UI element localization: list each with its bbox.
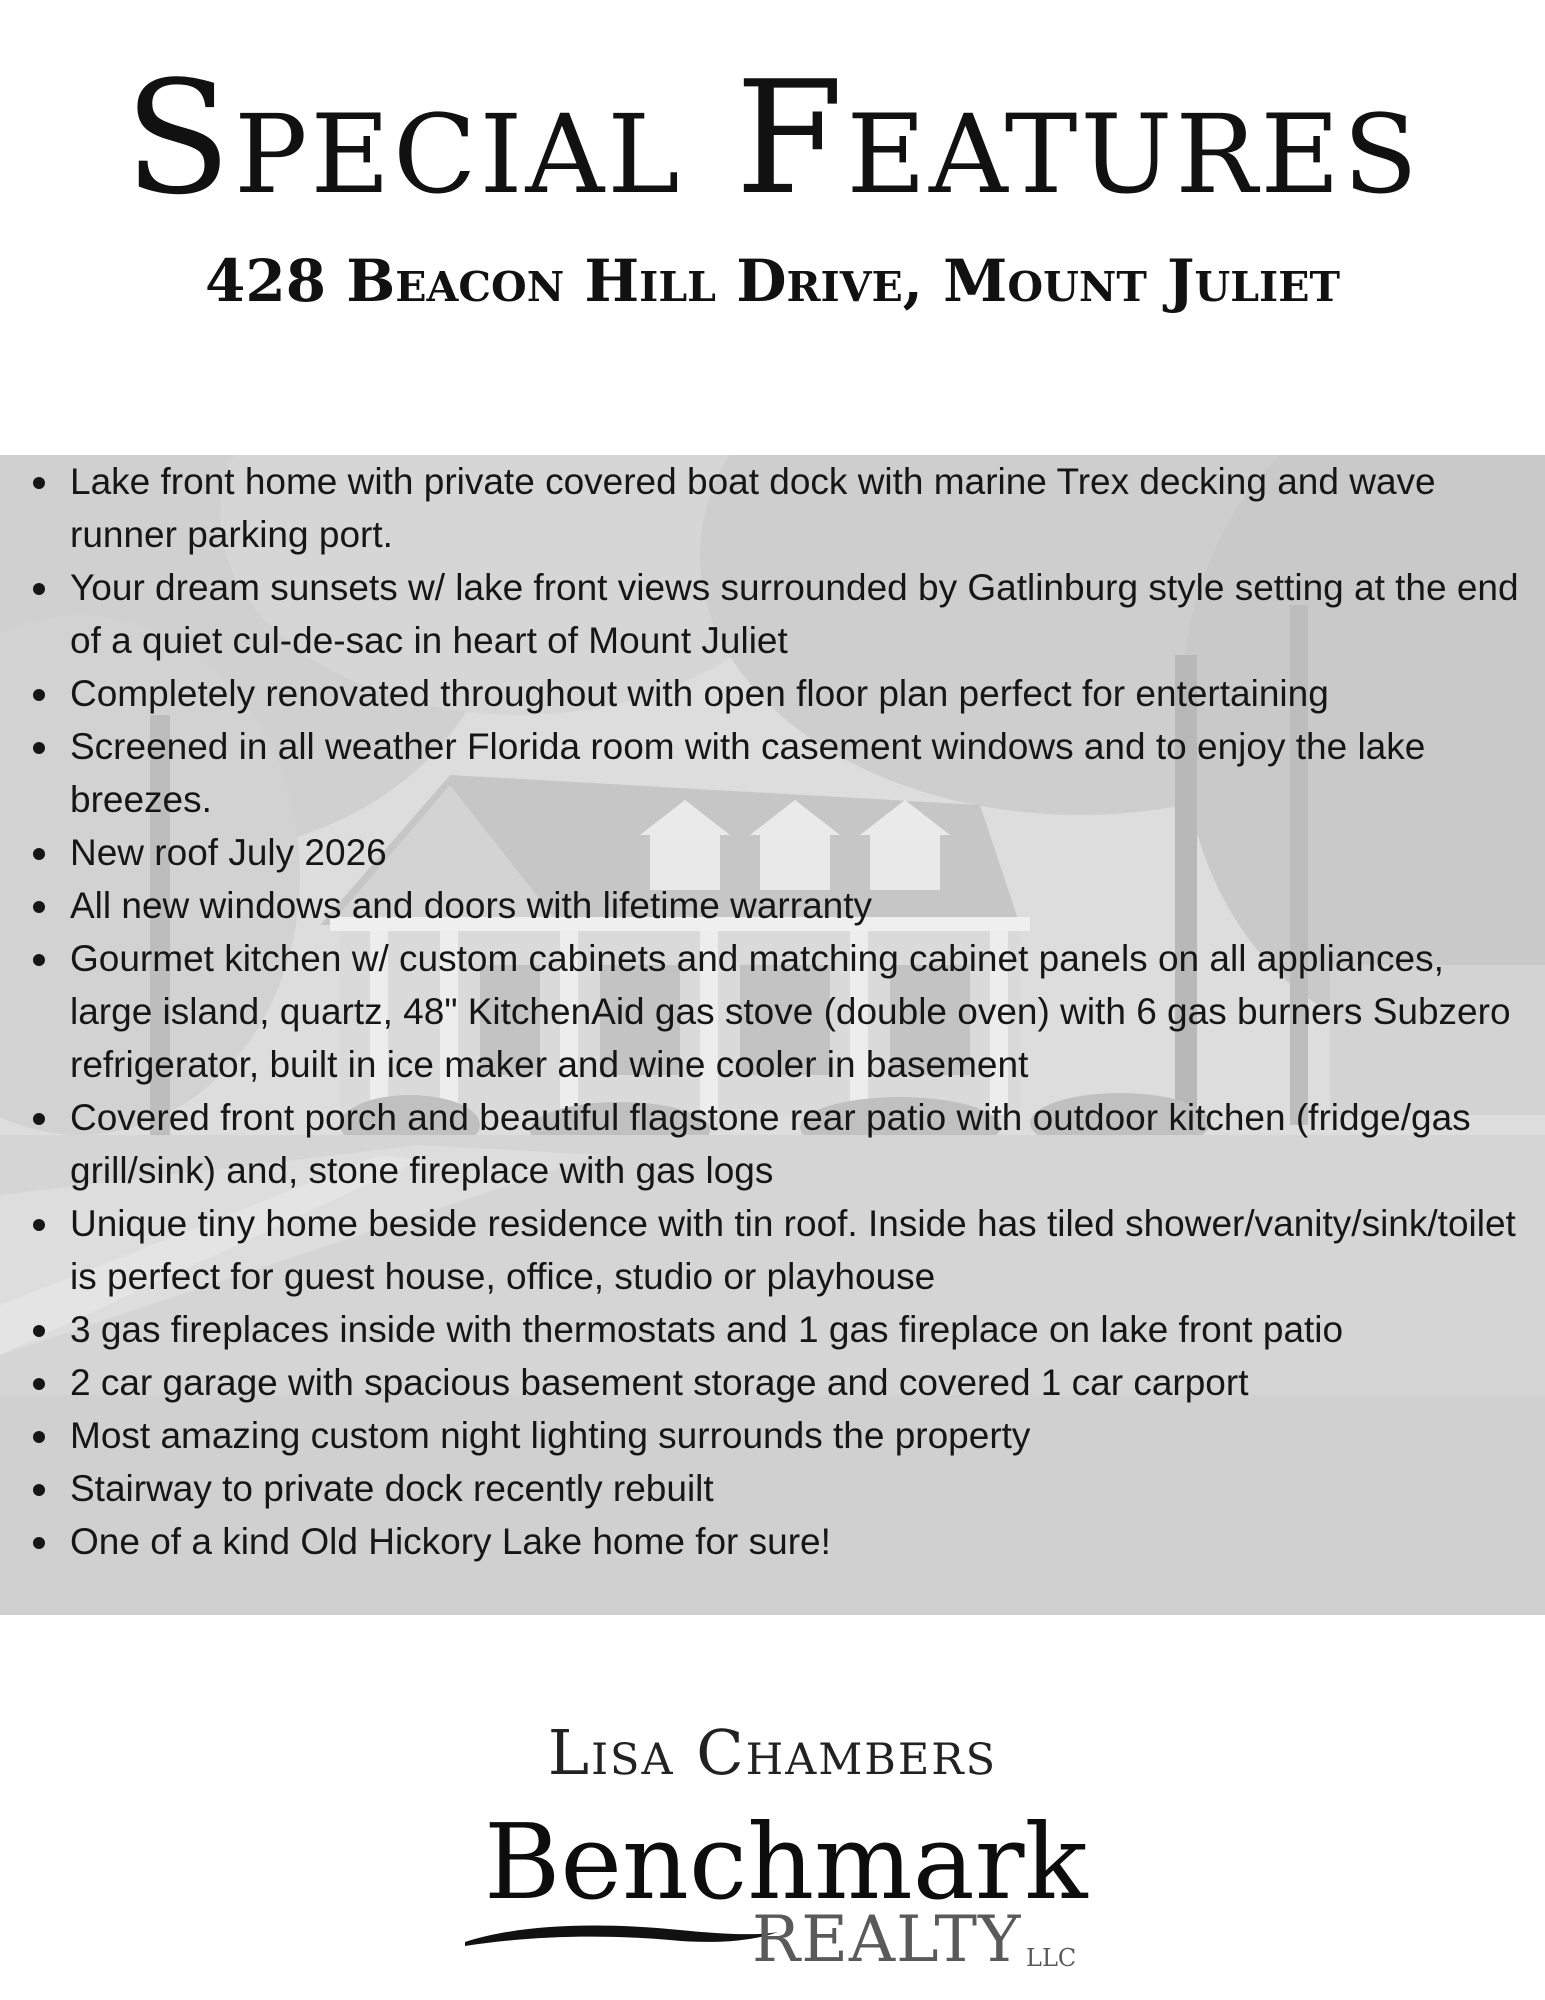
- feature-text: Screened in all weather Florida room with casement windows and to enjoy the lake breezes.: [70, 726, 1426, 820]
- bullet-icon: [33, 848, 45, 860]
- feature-text: Completely renovated throughout with open floor plan perfect for entertaining: [70, 673, 1329, 714]
- feature-text: Gourmet kitchen w/ custom cabinets and matching cabinet panels on all appliances, large island, quartz, 48" KitchenAid gas stove (double oven) with 6 gas burners Subzero refrigerator, built in ice maker and wine cooler in basement: [70, 938, 1511, 1085]
- feature-text: Stairway to private dock recently rebuilt: [70, 1468, 714, 1509]
- feature-text: Covered front porch and beautiful flagstone rear patio with outdoor kitchen (fridge/gas grill/sink) and, stone fireplace with gas logs: [70, 1097, 1471, 1191]
- feature-text: 2 car garage with spacious basement storage and covered 1 car carport: [70, 1362, 1249, 1403]
- list-item: [0, 1462, 1545, 1515]
- feature-text: 3 gas fireplaces inside with thermostats and 1 gas fireplace on lake front patio: [70, 1309, 1344, 1350]
- bullet-icon: [33, 742, 45, 754]
- bullet-icon: [33, 583, 45, 595]
- list-item: [0, 1409, 1545, 1462]
- swoosh-icon: [460, 1910, 780, 1960]
- list-item: [0, 1515, 1545, 1568]
- feature-text: Unique tiny home beside residence with tin roof. Inside has tiled shower/vanity/sink/toilet is perfect for guest house, office, studio or playhouse: [70, 1203, 1516, 1297]
- list-item: [0, 561, 1545, 667]
- page-title: Special Features: [124, 47, 1421, 229]
- list-item: [0, 932, 1545, 1091]
- bullet-icon: [33, 901, 45, 913]
- bullet-icon: [33, 1325, 45, 1337]
- agent-name: Lisa Chambers: [547, 1716, 998, 1789]
- logo-realty-text: REALTY: [752, 1903, 1022, 1977]
- list-item: [0, 667, 1545, 720]
- bullet-icon: [33, 1431, 45, 1443]
- list-item: [0, 720, 1545, 826]
- list-item: [0, 879, 1545, 932]
- bullet-icon: [33, 1484, 45, 1496]
- logo-wordmark: Benchmark: [484, 1801, 1088, 1923]
- bullet-icon: [33, 689, 45, 701]
- bullet-icon: [33, 1219, 45, 1231]
- feature-text: Your dream sunsets w/ lake front views surrounded by Gatlinburg style setting at the end of a quiet cul-de-sac in heart of Mount Juliet: [70, 567, 1519, 661]
- feature-text: Most amazing custom night lighting surrounds the property: [70, 1415, 1031, 1456]
- feature-text: Lake front home with private covered boat dock with marine Trex decking and wave runner parking port.: [70, 461, 1436, 555]
- logo-llc-text: LLC: [1026, 1944, 1077, 1972]
- bullet-icon: [33, 1378, 45, 1390]
- list-item: [0, 1091, 1545, 1197]
- list-item: [0, 455, 1545, 561]
- features-section: [0, 455, 1545, 1615]
- list-item: [0, 1303, 1545, 1356]
- features-list: [0, 455, 1545, 1568]
- list-item: [0, 1197, 1545, 1303]
- list-item: [0, 826, 1545, 879]
- benchmark-realty-logo: [460, 1801, 1100, 1990]
- bullet-icon: [33, 954, 45, 966]
- list-item: [0, 1356, 1545, 1409]
- feature-text: New roof July 2026: [70, 832, 387, 873]
- property-address: 428 Beacon Hill Drive, Mount Juliet: [205, 247, 1340, 315]
- bullet-icon: [33, 1113, 45, 1125]
- bullet-icon: [33, 477, 45, 489]
- feature-text: All new windows and doors with lifetime warranty: [70, 885, 873, 926]
- bullet-icon: [33, 1537, 45, 1549]
- feature-text: One of a kind Old Hickory Lake home for sure!: [70, 1521, 831, 1562]
